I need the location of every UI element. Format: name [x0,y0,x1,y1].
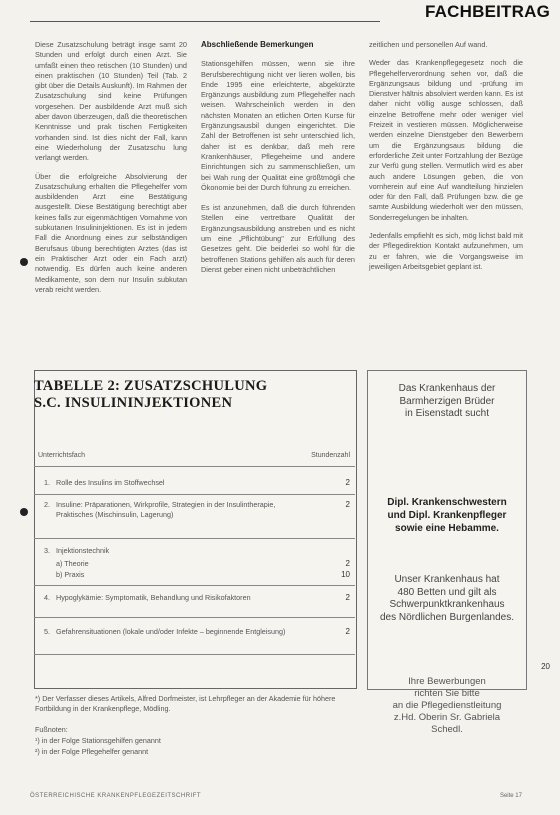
table-rule [34,466,355,467]
header-rule [30,21,380,22]
footnote: ²) in der Folge Pflegehelfer genannt [35,747,149,756]
table-rule [34,585,355,586]
paragraph: Stationsgehilfen müssen, wenn sie ihre Berufsberechtigung nicht ver lieren wollen, bis Ende 1995 eine erleichterte, abgekürzte Ergänzungs ausbildung zum Pflegehelfer nach weisen. Wahrscheinlich werden in den nächsten Monaten an etlichen Orten Kurse für Ergänzungsausbil dungen eingerichtet. Die Zahl der Betroffenen ist sehr unterschied lich, daher ist es denkbar, daß meh rere Krankenhäuser, Pflegeheime und andere Einrichtungen sich zu sammenschließen, um bei Wah rung der Qualität eine größtmögli che Ökonomie bei der Durch führung zu erreichen. [201,59,355,192]
page-header [0,0,560,30]
table-rule [34,654,355,655]
paragraph: zeitlichen und personellen Auf wand. [369,40,488,49]
table-total: 20 [541,662,550,671]
section-heading: Abschließende Bemerkungen [201,40,314,49]
ad-hospital-info: Unser Krankenhaus hat 480 Betten und gilt als Schwerpunktkrankenhaus des Nördlichen Burgenlandes. [380,574,514,623]
table-title [34,378,267,412]
job-advertisement [367,370,527,690]
paragraph: Diese Zusatzschulung beträgt insge samt 20 Stunden und erfolgt durch einen Arzt. Sie umfaßt einen theo retischen (10 Stunden) und einen praktischen (10 Stunden) Teil (Tab. 2 gibt über die Details Auskunft). Im Rahmen der Zusatzschulung sind keine Prüfungen vorgesehen. Der ausbildende Arzt muß sich aber davon überzeugen, daß die theoretischen Kenntnisse und prak tischen Fertigkeiten vorhanden sind. Ist dies nicht der Fall, kann eine Wiederholung der Zusatzschu lung verlangt werden. [35,40,187,163]
ad-contact: Ihre Bewerbungen richten Sie bitte an die Pflegedienstleitung z.Hd. Oberin Sr. Gabriela Schedl. [392,676,502,735]
table-title-line: S.C. INSULININJEKTIONEN [34,395,233,411]
table-rule [34,494,355,495]
paragraph: Jedenfalls empfiehlt es sich, mög lichst bald mit der Pflegedirektion Kontakt aufzunehmen, um zu er fahren, wie die Vorgangsweise im jeweiligen Arbeitsgebiet geplant ist. [369,231,523,271]
paragraph: Über die erfolgreiche Absolvierung der Zusatzschulung erhalten die Pflegehelfer vom ausbildenden Arzt eine Bestätigung ausgestellt. Diese Bestätigung berechtigt aber keines falls zur eigenmächtigen Vornahme von subkutanen Insulininjektionen. Es ist in jedem Fall die Anordnung eines zur selbständigen Berufsaus übung berechtigten Arztes (das ist ein Praktischer Arzt oder ein Fach arzt) notwendig. Es dürfen auch keine anderen Medikamente, son dern nur Insulin subkutan verab reicht werden. [35,171,187,294]
text-column-3 [369,40,523,272]
text-column-1 [35,40,187,295]
table-title-line: TABELLE 2: ZUSATZSCHULUNG [34,378,268,394]
footer-page-number: Seite 17 [499,793,522,799]
table-box [34,370,357,689]
author-footnote: *) Der Verfasser dieses Artikels, Alfred Dorfmeister, ist Lehrpfleger an der Akademie für höhere Fortbildung in der Krankenpflege, Mödling. [35,694,336,714]
section-title: FACHBEITRAG [425,2,550,21]
text-column-2 [201,40,355,275]
paragraph: Weder das Krankenpflegegesetz noch die Pflegehelferverordnung sehen vor, daß die Ergänzungsaus bildung und -prüfung im Dienstver hältnis absolviert werden kann. Es ist daher nicht völlig ausge schlossen, daß einzelne Betroffene mehr oder weniger viel Freizeit in vestieren müssen. Möglicherweise werden einzelne Dienstgeber den Bewerbern um die Ergänzungsaus bildung die erforderliche Zeit unter Fortzahlung der Bezüge zur Verfü gung stellen. Vermutlich wird es aber auch andere Lösungen geben, die von vornherein auf eine Auf wandteilung hinzielen oder für den Fall, daß Prüfungen bzw. die ge samte Ausbildung wiederholt wer den müssen, Sonderregelungen be inhalten. [369,58,523,222]
footnote: ¹) in der Folge Stationsgehilfen genannt [35,736,161,745]
footer-publication: ÖSTERREICHISCHE KRANKENPFLEGEZEITSCHRIFT [30,793,202,799]
ad-positions: Dipl. Krankenschwestern und Dipl. Krankenpfleger sowie eine Hebamme. [387,497,507,534]
punch-hole [20,258,28,266]
column-header-subject: Unterrichtsfach [38,452,86,459]
footnotes-heading: Fußnoten: [35,725,68,734]
punch-hole [20,508,28,516]
column-header-hours: Stundenzahl [311,452,350,459]
ad-intro: Das Krankenhaus der Barmherzigen Brüder in Eisenstadt sucht [398,383,496,419]
table-rule [34,538,355,539]
table-rule [34,617,355,618]
paragraph: Es ist anzunehmen, daß die durch führenden Stellen eine vertretbare Qualität der Ergänzungsausbildung anstreben und es nicht um eine „Pflichtübung" zur Erfüllung des Gesetzes geht. Die beiderlei so wohl für die betroffenen Stations gehilfen als auch für deren Dienst geber einen nicht unbeträchtlichen [201,203,355,274]
